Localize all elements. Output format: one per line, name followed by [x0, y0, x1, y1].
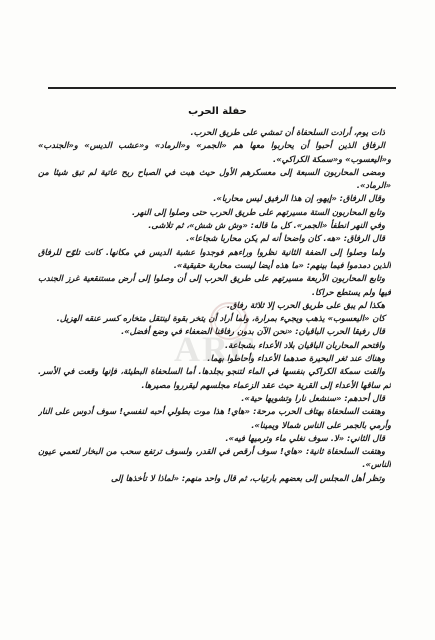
paragraph: وتظر أهل المجلس إلى بعضهم بارتياب، ثم قال واحد منهم: «لماذا لا تأخذها إلى [110, 472, 385, 483]
top-rule [48, 87, 396, 89]
paragraph: ولما وصلوا إلى الضفة الثانية نظروا وراءهم فوجدوا عشبة الديس في مكانها. كانت تلوّح للرفاق الذين دمدموا فيما بينهم: «ما هذه أيضا ليست محاربة حقيقية». [38, 246, 391, 270]
paragraph: ذات يوم، أرادت السلحفاة أن تمشي على طريق الحرب. [190, 127, 385, 137]
watermark-lettering: ARC [174, 329, 258, 369]
chapter-title: حفلة الحرب [188, 106, 247, 117]
paragraph: الرفاق الذين أحبوا أن يحاربوا معها هم «الجمر» و«الرماد» و«عشب الديس» و«الجندب» و«اليعسوب» و«سمكة الكراكي». [38, 140, 391, 164]
paragraph: وفي النهر انطفأ «الجمر». كل ما قاله: «وش ش شش»، ثم تلاشى. [148, 220, 385, 231]
paragraph: وتابع المحاربون الستة مسيرتهم على طريق الحرب حتى وصلوا إلى النهر. [131, 206, 385, 217]
paragraph: قال الرفاق: «هه. كان واضحا أنه لم يكن محاربا شجاعا». [186, 233, 385, 244]
paragraph: واقتحم المحاربان الباقيان بلاد الأعداء بشجاعة. [224, 339, 385, 350]
paragraph: وهتفت السلحفاة بهتاف الحرب مرحة: «هاي! هذا موت بطولي أحبه لنفسي! سوف أدوس على النار وأرمي بالجمر على الناس شمالا ويمينا». [38, 406, 391, 430]
paragraph: والقت سمكة الكراكي بنفسها في الماء لتنجو بجلدها. أما السلحفاة البطيئة، فإنها وقعت في الأسر. ثم ساقها الأعداء إلى القرية حيث عقد الزعماء مجلسهم ليقرروا مصيرها. [38, 366, 391, 390]
paragraph: وهتفت السلحفاة ثانية: «هاي! سوف أرقص في القدر، ولسوف ترتفع سحب من البخار لتعمي عيون الناس». [38, 446, 391, 470]
paragraph: هكذا لم يبق على طريق الحرب إلا ثلاثة رفاق. [226, 299, 385, 310]
paragraph: كان «اليعسوب» يذهب ويجيء بمرارة، ولما أراد أن يتخر بقوة لينتقل متخاره كسر عنقه الهزيل. [56, 313, 385, 324]
paragraph: وهناك عند ثغر البحيرة صدهما الأعداء وأحاطوا بهما. [207, 353, 385, 364]
paragraph: قال الثاني: «لا. سوف نغلي ماء وترميها فيه». [225, 432, 385, 443]
paragraph: وتابع المحاربون الأربعة مسيرتهم على طريق الحرب إلى أن وصلوا إلى أرض مستنقعية غرز الجندب فيها ولم يستطع حراكا. [38, 273, 391, 297]
chapter-body [38, 126, 391, 638]
paragraph: ومضى المحاربون السبعة إلى معسكرهم الأول حيث هبت في الصباح ريح عاتية لم تبق شيئا من «الرماد». [38, 166, 391, 191]
paragraph: قال رفيقا الحرب الباقيان: «نحن الآن بدون رفاقنا الضعفاء في وضع أفضل». [121, 326, 385, 337]
paragraph: قال أحدهم: «سنشعل نارا وتشويها حية». [241, 392, 385, 403]
paragraph: وقال الرفاق: «إيهو، إن هذا الرفيق ليس محاربا». [213, 193, 385, 204]
